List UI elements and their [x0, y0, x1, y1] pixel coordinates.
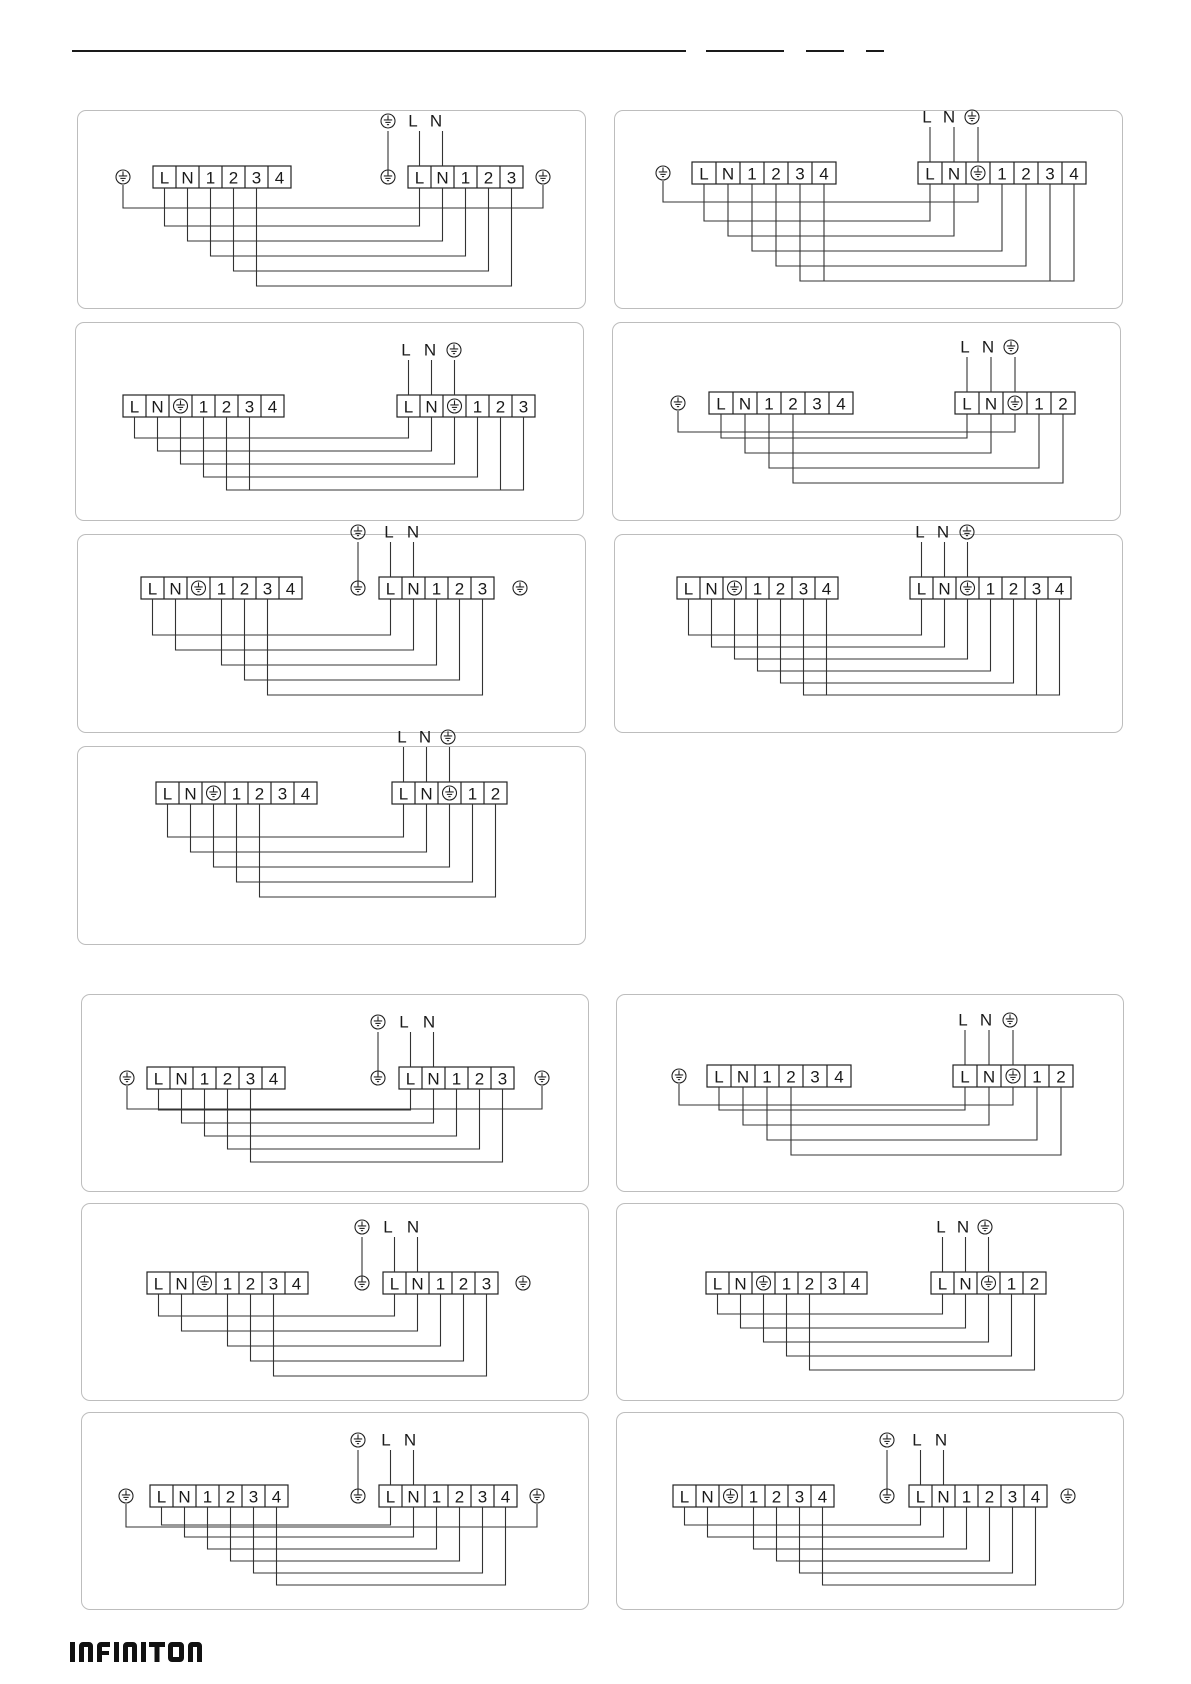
right-terminal-2: 2	[1058, 394, 1068, 414]
left-terminal-4: 4	[291, 1274, 302, 1294]
left-earth-icon	[116, 170, 130, 184]
left-terminal-3: 3	[245, 1069, 256, 1089]
left-terminal-4: 4	[836, 394, 846, 414]
wire-N	[182, 1089, 434, 1123]
right-terminal-4: 4	[1030, 1487, 1041, 1507]
supply-ground-icon	[965, 110, 979, 124]
wire-3	[250, 417, 524, 490]
supply-label-N: N	[936, 522, 950, 542]
right-terminal-1: 1	[961, 1487, 972, 1507]
supply-label-N: N	[418, 727, 432, 747]
left-terminal-2: 2	[804, 1274, 815, 1294]
right-terminal-1: 1	[431, 1487, 442, 1507]
right-terminal-2: 2	[454, 1487, 465, 1507]
left-earth-icon	[120, 1071, 134, 1085]
wire-2	[810, 1294, 1035, 1370]
left-terminal-1: 1	[216, 579, 227, 599]
wiring-diagram-10	[81, 1203, 589, 1401]
supply-ground-icon	[447, 343, 461, 357]
left-terminal-3: 3	[798, 579, 809, 599]
supply-earth-terminal-icon	[351, 581, 365, 595]
left-terminal-3: 3	[277, 784, 288, 804]
left-terminal-2: 2	[221, 397, 232, 417]
right-terminal-N: N	[411, 1274, 424, 1294]
right-earth-icon	[513, 581, 527, 595]
wire-1	[754, 1507, 967, 1549]
supply-earth-terminal-icon	[880, 1489, 894, 1503]
wire-1	[222, 599, 437, 665]
right-terminal-1: 1	[472, 397, 483, 417]
right-terminal-block	[953, 1065, 1073, 1087]
wire-1	[237, 804, 473, 882]
supply-ground-icon	[441, 730, 455, 744]
left-terminal-N: N	[738, 394, 752, 414]
right-terminal-3: 3	[518, 397, 529, 417]
supply-label-L: L	[399, 1012, 409, 1032]
wire-3	[800, 1507, 1013, 1573]
supply-label-N: N	[406, 1217, 420, 1237]
left-terminal-L: L	[162, 784, 173, 804]
right-terminal-N: N	[984, 394, 998, 414]
right-terminal-L: L	[403, 397, 414, 417]
supply-label-L: L	[383, 1217, 393, 1237]
wiring-diagram-1	[77, 110, 586, 309]
left-terminal-1: 1	[222, 1274, 233, 1294]
right-earth-icon	[530, 1489, 544, 1503]
left-terminal-1: 1	[231, 784, 242, 804]
wire-L	[689, 599, 922, 635]
supply-earth-terminal-icon	[381, 170, 395, 184]
left-terminal-1: 1	[205, 168, 216, 188]
left-terminal-N: N	[178, 1487, 191, 1507]
wire-L	[165, 188, 420, 226]
supply-label-L: L	[397, 727, 407, 747]
left-terminal-N: N	[151, 397, 164, 417]
left-terminal-1: 1	[202, 1487, 213, 1507]
right-terminal-L: L	[916, 579, 927, 599]
right-terminal-3: 3	[1045, 164, 1055, 184]
left-terminal-L: L	[716, 394, 726, 414]
right-terminal-4: 4	[500, 1487, 511, 1507]
left-terminal-L: L	[714, 1067, 724, 1087]
left-terminal-L: L	[699, 164, 709, 184]
supply-ground-icon	[960, 525, 974, 539]
wire-L	[721, 414, 967, 438]
right-terminal-N: N	[947, 164, 961, 184]
left-terminal-2: 2	[225, 1487, 236, 1507]
wire-N	[745, 414, 991, 453]
header-rule-4	[866, 50, 884, 52]
left-terminal-1: 1	[748, 1487, 759, 1507]
supply-label-L: L	[958, 1010, 968, 1030]
wire-N	[191, 804, 427, 852]
supply-ground-icon	[381, 114, 395, 128]
supply-earth-terminal-icon	[371, 1071, 385, 1085]
left-terminal-N: N	[701, 1487, 714, 1507]
right-terminal-N: N	[982, 1067, 996, 1087]
supply-ground-icon	[351, 525, 365, 539]
left-terminal-N: N	[721, 164, 735, 184]
right-terminal-2: 2	[1056, 1067, 1066, 1087]
supply-label-N: N	[956, 1217, 970, 1237]
right-terminal-N: N	[427, 1069, 440, 1089]
wire-L	[159, 1089, 411, 1110]
left-terminal-3: 3	[794, 1487, 805, 1507]
wire-2	[781, 599, 1014, 683]
left-terminal-4: 4	[285, 579, 296, 599]
wire-L	[135, 417, 409, 438]
right-terminal-1: 1	[435, 1274, 446, 1294]
left-terminal-1: 1	[199, 1069, 210, 1089]
right-terminal-L: L	[960, 1067, 970, 1087]
supply-label-L: L	[401, 340, 411, 360]
wire-2	[791, 1087, 1061, 1155]
left-terminal-3: 3	[248, 1487, 259, 1507]
right-terminal-1: 1	[460, 168, 471, 188]
wire-earth	[764, 1294, 989, 1342]
right-terminal-N: N	[938, 579, 951, 599]
wire-1	[204, 417, 478, 477]
supply-label-N: N	[981, 337, 995, 357]
left-terminal-2: 2	[228, 168, 239, 188]
left-terminal-1: 1	[764, 394, 774, 414]
wiring-diagram-2	[614, 107, 1123, 309]
supply-label-L: L	[960, 337, 970, 357]
left-terminal-N: N	[734, 1274, 747, 1294]
right-terminal-4: 4	[1069, 164, 1079, 184]
right-terminal-L: L	[925, 164, 935, 184]
right-terminal-N: N	[425, 397, 438, 417]
wire-L	[685, 1507, 921, 1525]
supply-ground-icon	[355, 1220, 369, 1234]
left-earth-icon	[656, 166, 670, 180]
header-rule-2	[706, 50, 784, 52]
wire-N	[708, 1507, 944, 1537]
right-terminal-2: 2	[1021, 164, 1031, 184]
wire-1	[228, 1294, 441, 1346]
supply-earth-terminal-icon	[355, 1276, 369, 1290]
supply-label-N: N	[422, 1012, 436, 1032]
wire-L	[718, 1294, 943, 1314]
supply-label-N: N	[403, 1430, 417, 1450]
right-terminal-3: 3	[481, 1274, 492, 1294]
wiring-diagram-4	[612, 322, 1121, 521]
wiring-diagram-11	[616, 1203, 1124, 1401]
right-terminal-2: 2	[490, 784, 501, 804]
left-terminal-1: 1	[781, 1274, 792, 1294]
right-terminal-L: L	[385, 579, 396, 599]
supply-label-L: L	[936, 1217, 946, 1237]
wire-1	[767, 1087, 1037, 1140]
wire-3	[268, 599, 483, 695]
supply-label-L: L	[912, 1430, 922, 1450]
wiring-diagram-5	[77, 522, 586, 733]
wire-2	[227, 417, 501, 490]
left-terminal-N: N	[181, 168, 194, 188]
wire-L	[168, 804, 404, 837]
right-terminal-L: L	[389, 1274, 400, 1294]
left-terminal-4: 4	[819, 164, 829, 184]
supply-label-N: N	[934, 1430, 948, 1450]
right-terminal-3: 3	[497, 1069, 508, 1089]
wiring-diagram-7	[77, 727, 586, 945]
right-terminal-3: 3	[1031, 579, 1042, 599]
left-terminal-1: 1	[752, 579, 763, 599]
right-terminal-1: 1	[1032, 1067, 1042, 1087]
supply-label-L: L	[915, 522, 925, 542]
wiring-diagram-8	[81, 994, 589, 1192]
wire-N	[158, 417, 432, 451]
right-terminal-L: L	[385, 1487, 396, 1507]
supply-label-N: N	[406, 522, 420, 542]
right-terminal-L: L	[962, 394, 972, 414]
wire-N	[743, 1087, 989, 1125]
left-terminal-L: L	[679, 1487, 690, 1507]
infiniton-logo	[70, 1636, 220, 1666]
right-terminal-2: 2	[458, 1274, 469, 1294]
wire-1	[211, 188, 466, 256]
supply-label-L: L	[384, 522, 394, 542]
left-terminal-2: 2	[245, 1274, 256, 1294]
right-terminal-2: 2	[1029, 1274, 1040, 1294]
right-terminal-2: 2	[474, 1069, 485, 1089]
left-terminal-4: 4	[834, 1067, 844, 1087]
wiring-diagram-13	[616, 1412, 1124, 1610]
wire-2	[793, 414, 1063, 483]
wire-3	[251, 1089, 503, 1162]
wire-N	[741, 1294, 966, 1328]
supply-ground-icon	[371, 1015, 385, 1029]
supply-earth-terminal-icon	[351, 1489, 365, 1503]
wire-L	[719, 1087, 965, 1110]
left-terminal-N: N	[184, 784, 197, 804]
right-terminal-block	[955, 392, 1075, 414]
right-terminal-2: 2	[1008, 579, 1019, 599]
left-terminal-4: 4	[268, 1069, 279, 1089]
wiring-diagram-6	[614, 522, 1123, 733]
right-terminal-N: N	[407, 1487, 420, 1507]
supply-label-L: L	[922, 107, 932, 127]
left-terminal-3: 3	[262, 579, 273, 599]
left-terminal-N: N	[736, 1067, 750, 1087]
right-terminal-1: 1	[451, 1069, 462, 1089]
header-rule-long	[72, 50, 686, 52]
right-terminal-block	[392, 782, 507, 804]
supply-label-L: L	[381, 1430, 391, 1450]
right-terminal-2: 2	[984, 1487, 995, 1507]
right-terminal-N: N	[937, 1487, 950, 1507]
wire-2	[245, 599, 460, 680]
left-terminal-3: 3	[795, 164, 805, 184]
supply-ground-icon	[351, 1433, 365, 1447]
left-terminal-4: 4	[267, 397, 278, 417]
wire-N	[176, 599, 414, 650]
left-terminal-2: 2	[239, 579, 250, 599]
right-earth-icon	[536, 170, 550, 184]
wire-N	[182, 1294, 418, 1331]
left-terminal-3: 3	[244, 397, 255, 417]
wire-N	[185, 1507, 414, 1537]
left-terminal-L: L	[153, 1274, 164, 1294]
right-terminal-2: 2	[495, 397, 506, 417]
left-earth-icon	[671, 396, 685, 410]
right-terminal-1: 1	[467, 784, 478, 804]
left-terminal-L: L	[153, 1069, 164, 1089]
left-terminal-L: L	[129, 397, 140, 417]
left-terminal-2: 2	[775, 579, 786, 599]
left-terminal-L: L	[156, 1487, 167, 1507]
wire-earth	[181, 417, 455, 464]
left-terminal-L: L	[683, 579, 694, 599]
right-terminal-3: 3	[477, 1487, 488, 1507]
left-terminal-L: L	[712, 1274, 723, 1294]
wire-1	[205, 1089, 457, 1136]
left-terminal-2: 2	[222, 1069, 233, 1089]
left-terminal-2: 2	[771, 164, 781, 184]
left-terminal-L: L	[147, 579, 158, 599]
wiring-diagram-9	[616, 994, 1124, 1192]
left-terminal-3: 3	[251, 168, 262, 188]
left-terminal-N: N	[705, 579, 718, 599]
left-terminal-1: 1	[747, 164, 757, 184]
right-terminal-4: 4	[1054, 579, 1065, 599]
wire-1	[769, 414, 1039, 468]
left-earth-icon	[119, 1489, 133, 1503]
left-terminal-4: 4	[821, 579, 832, 599]
supply-ground-icon	[1003, 1013, 1017, 1027]
wire-N	[728, 184, 954, 236]
left-terminal-N: N	[169, 579, 182, 599]
supply-ground-icon	[978, 1220, 992, 1234]
wire-2	[228, 1089, 480, 1149]
left-terminal-1: 1	[762, 1067, 772, 1087]
right-terminal-2: 2	[483, 168, 494, 188]
left-terminal-2: 2	[788, 394, 798, 414]
wire-1	[208, 1507, 437, 1549]
wiring-diagram-12	[81, 1412, 589, 1610]
wire-N	[712, 599, 945, 647]
left-terminal-2: 2	[254, 784, 265, 804]
wiring-diagram-3	[75, 322, 584, 521]
wire-2	[231, 1507, 460, 1561]
supply-ground-icon	[880, 1433, 894, 1447]
wire-2	[777, 1507, 990, 1561]
right-terminal-N: N	[959, 1274, 972, 1294]
left-terminal-4: 4	[271, 1487, 282, 1507]
left-terminal-2: 2	[771, 1487, 782, 1507]
wire-earth	[214, 804, 450, 867]
left-terminal-4: 4	[817, 1487, 828, 1507]
wire-2	[251, 1294, 464, 1361]
wire-L	[159, 1294, 395, 1316]
right-terminal-3: 3	[506, 168, 517, 188]
right-terminal-L: L	[937, 1274, 948, 1294]
right-terminal-1: 1	[1006, 1274, 1017, 1294]
supply-label-N: N	[429, 111, 443, 131]
supply-label-N: N	[942, 107, 956, 127]
right-terminal-3: 3	[477, 579, 488, 599]
right-terminal-1: 1	[997, 164, 1007, 184]
header-rule-3	[806, 50, 844, 52]
right-terminal-N: N	[436, 168, 449, 188]
right-terminal-1: 1	[1034, 394, 1044, 414]
right-earth-icon	[516, 1276, 530, 1290]
wire-1	[752, 184, 1002, 251]
wire-earth	[735, 599, 968, 659]
wire-2	[776, 184, 1026, 266]
left-terminal-4: 4	[300, 784, 311, 804]
left-terminal-3: 3	[810, 1067, 820, 1087]
left-terminal-L: L	[159, 168, 170, 188]
supply-ground-icon	[1004, 340, 1018, 354]
right-terminal-L: L	[915, 1487, 926, 1507]
wire-2	[234, 188, 489, 271]
supply-label-N: N	[423, 340, 437, 360]
wire-L	[153, 599, 391, 635]
left-terminal-3: 3	[827, 1274, 838, 1294]
right-terminal-N: N	[407, 579, 420, 599]
wire-2	[260, 804, 496, 897]
supply-label-N: N	[979, 1010, 993, 1030]
left-terminal-4: 4	[274, 168, 285, 188]
left-terminal-1: 1	[198, 397, 209, 417]
left-terminal-3: 3	[268, 1274, 279, 1294]
right-terminal-N: N	[420, 784, 433, 804]
right-earth-icon	[535, 1071, 549, 1085]
right-terminal-1: 1	[431, 579, 442, 599]
left-terminal-N: N	[175, 1274, 188, 1294]
left-terminal-2: 2	[786, 1067, 796, 1087]
wire-1	[787, 1294, 1012, 1356]
left-terminal-4: 4	[850, 1274, 861, 1294]
left-earth-icon	[672, 1069, 686, 1083]
left-terminal-3: 3	[812, 394, 822, 414]
right-terminal-L: L	[414, 168, 425, 188]
right-terminal-3: 3	[1007, 1487, 1018, 1507]
right-earth-icon	[1061, 1489, 1075, 1503]
supply-label-L: L	[408, 111, 418, 131]
wire-N	[188, 188, 443, 241]
right-terminal-L: L	[398, 784, 409, 804]
wire-3	[274, 1294, 487, 1376]
right-terminal-L: L	[405, 1069, 416, 1089]
right-terminal-1: 1	[985, 579, 996, 599]
right-terminal-block	[931, 1272, 1046, 1294]
left-terminal-N: N	[175, 1069, 188, 1089]
wire-3	[254, 1507, 483, 1573]
right-terminal-2: 2	[454, 579, 465, 599]
